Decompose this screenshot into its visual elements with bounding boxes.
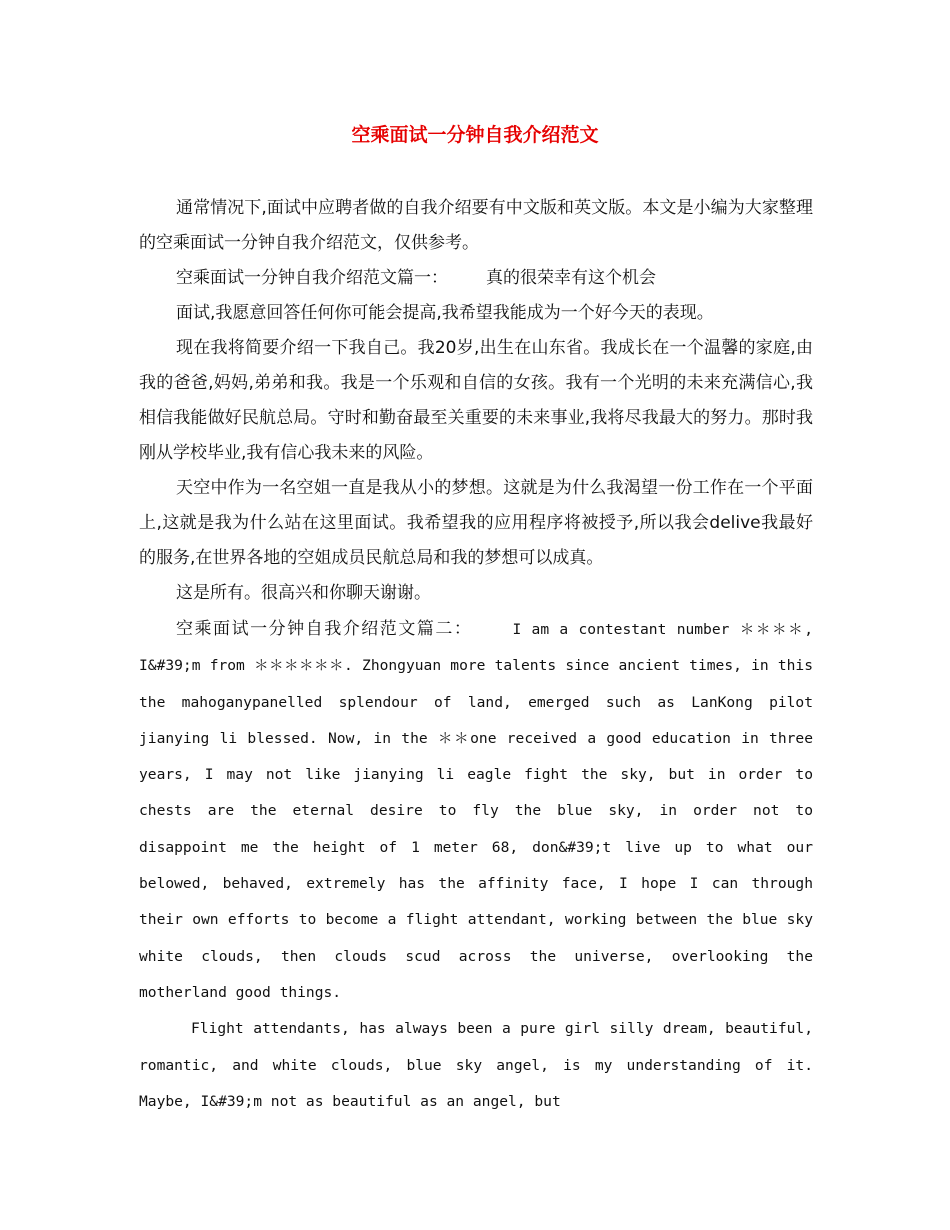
sample2-heading: 空乘面试一分钟自我介绍范文篇二：: [176, 619, 473, 639]
sample1-closing: 这是所有。很高兴和你聊天谢谢。: [176, 583, 431, 603]
sample1-heading-line: [139, 261, 813, 296]
sample1-opening: 真的很荣幸有这个机会: [486, 268, 656, 288]
sample1-line2: 面试,我愿意回答任何你可能会提高,我希望我能成为一个好今天的表现。: [176, 303, 714, 323]
sample1-paragraph-3: 天空中作为一名空姐一直是我从小的梦想。这就是为什么我渴望一份工作在一个平面上,这就是我为什么站在这里面试。我希望我的应用程序将被授予,所以我会delive我最好的服务,在世界各地的空姐成员民航总局和我的梦想可以成真。: [139, 478, 813, 568]
document-title: 空乘面试一分钟自我介绍范文: [351, 124, 599, 146]
intro-paragraph: 通常情况下,面试中应聘者做的自我介绍要有中文版和英文版。本文是小编为大家整理的空乘面试一分钟自我介绍范文，仅供参考。: [139, 198, 813, 253]
sample1-heading: 空乘面试一分钟自我介绍范文篇一：: [176, 268, 448, 288]
sample2-paragraph-2: Flight attendants, has always been a pure girl silly dream, beautiful, romantic, and white clouds, blue sky angel, is my understanding of it. Maybe, I&#39;m not as beautiful as an angel, but: [139, 1020, 813, 1110]
sample1-paragraph-2: 现在我将简要介绍一下我自己。我20岁,出生在山东省。我成长在一个温馨的家庭,由我的爸爸,妈妈,弟弟和我。我是一个乐观和自信的女孩。我有一个光明的未来充满信心,我相信我能做好民航总局。守时和勤奋最至关重要的未来事业,我将尽我最大的努力。那时我刚从学校毕业,我有信心我未来的风险。: [139, 338, 813, 463]
document-body: [139, 191, 813, 1120]
sample2-paragraph-1: [139, 611, 813, 1011]
sample2-paragraph-1-text: I am a contestant number ＊＊＊＊, I&#39;m from ＊＊＊＊＊＊. Zhongyuan more talents since ancient times, in this the mahoganypanelled splendour of land, emerged such as LanKong pilot jianying li blessed. Now, in the ＊＊one received a good education in three years, I may not like jianying li eagle fight the sky, but in order to chests are the eternal desire to fly the blue sky, in order not to disappoint me the height of 1 meter 68, don&#39;t live up to what our belowed, behaved, extremely has the affinity face, I hope I can through their own efforts to become a flight attendant, working between the blue sky white clouds, then clouds scud across the universe, overlooking the motherland good things.: [139, 621, 813, 1001]
